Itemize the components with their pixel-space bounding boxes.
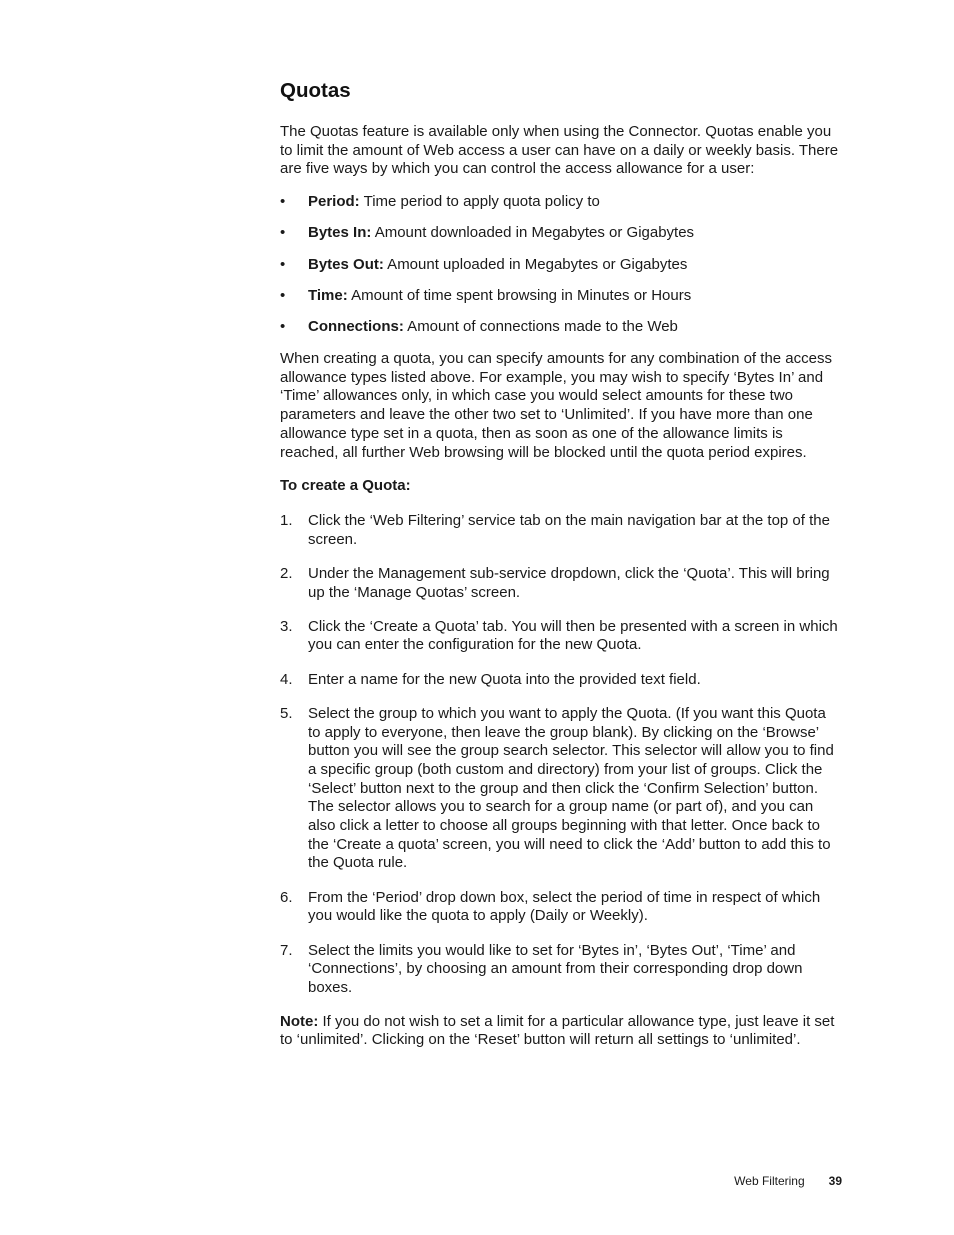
bullet-icon: • — [280, 193, 286, 211]
step-number: 1. — [280, 511, 293, 529]
step-item — [280, 942, 842, 998]
procedure-heading: To create a Quota: — [280, 477, 411, 495]
step-item — [280, 618, 842, 655]
list-item-term: Bytes Out: — [308, 255, 384, 273]
list-item-text: Amount downloaded in Megabytes or Gigabytes — [371, 224, 695, 242]
page-number: 39 — [828, 1174, 842, 1188]
bullet-icon: • — [280, 224, 286, 242]
section-heading: Quotas — [280, 79, 351, 102]
bullet-icon: • — [280, 287, 286, 304]
combination-paragraph: When creating a quota, you can specify amounts for any combination of the access allowance types listed above. For example, you may wish to specify ‘Bytes In’ and ‘Time’ allowances only, in which case you would select amounts for these two parameters and leave the other two set to ‘Unlimited’. If you have more than one allowance type set in a quota, then as soon as one of the allowance limits is reached, all further Web browsing will be blocked until the quota period expires. — [280, 350, 832, 461]
step-text: Click the ‘Create a Quota’ tab. You will then be presented with a screen in which you can enter the configuration for the new Quota. — [308, 617, 838, 654]
bullet-icon: • — [280, 255, 286, 273]
step-number: 5. — [280, 704, 293, 722]
procedure-steps — [280, 512, 842, 998]
note-text: If you do not wish to set a limit for a particular allowance type, just leave it set to ‘unlimited’. Clicking on the ‘Reset’ button will return all settings to ‘unlimited’. — [280, 1012, 835, 1049]
list-item-term: Connections: — [308, 318, 404, 336]
step-text: Select the limits you would like to set for ‘Bytes in’, ‘Bytes Out’, ‘Time’ and ‘Connections’, by choosing an amount from their corresponding drop down boxes. — [308, 941, 803, 996]
list-item-text: Time period to apply quota policy to — [359, 193, 600, 211]
page-footer — [600, 1174, 842, 1189]
step-item — [280, 565, 842, 602]
list-item — [280, 224, 842, 243]
step-item — [280, 671, 842, 690]
list-item — [280, 256, 842, 275]
step-number: 4. — [280, 670, 293, 688]
step-number: 6. — [280, 888, 293, 906]
allowance-types-list — [280, 193, 842, 337]
bullet-icon: • — [280, 318, 286, 336]
list-item-text: Amount of connections made to the Web — [403, 318, 678, 336]
step-text: From the ‘Period’ drop down box, select the period of time in respect of which you would like the quota to apply (Daily or Weekly). — [308, 888, 821, 925]
step-item — [280, 889, 842, 926]
footer-section-title: Web Filtering — [734, 1174, 805, 1188]
list-item-term: Period: — [308, 193, 360, 211]
step-text: Enter a name for the new Quota into the provided text field. — [308, 670, 701, 688]
note-paragraph — [280, 1013, 842, 1050]
step-number: 2. — [280, 564, 293, 582]
step-item — [280, 512, 842, 549]
step-text: Under the Management sub-service dropdown, click the ‘Quota’. This will bring up the ‘Manage Quotas’ screen. — [308, 564, 830, 601]
list-item-term: Time: — [308, 287, 348, 304]
note-label: Note: — [280, 1012, 319, 1030]
list-item-text: Amount of time spent browsing in Minutes or Hours — [347, 287, 692, 304]
list-item-term: Bytes In: — [308, 224, 372, 242]
step-text: Select the group to which you want to apply the Quota. (If you want this Quota to apply to everyone, then leave the group blank). By clicking on the ‘Browse’ button you will see the group search selector. This selector will allow you to find a specific group (both custom and directory) from your list of groups. Click the ‘Select’ button next to the group and then click the ‘Confirm Selection’ button. The selector allows you to search for a group name (or part of), and you can also click a letter to choose all groups beginning with that letter. Once back to the ‘Create a quota’ screen, you will need to click the ‘Add’ button to add this to the Quota rule. — [308, 704, 834, 872]
step-number: 3. — [280, 617, 293, 635]
intro-paragraph: The Quotas feature is available only when using the Connector. Quotas enable you to limit the amount of Web access a user can have on a daily or weekly basis. There are five ways by which you can control the access allowance for a user: — [280, 123, 839, 178]
step-item — [280, 705, 842, 873]
list-item — [280, 287, 842, 306]
list-item — [280, 193, 842, 212]
step-number: 7. — [280, 941, 293, 959]
list-item — [280, 318, 842, 337]
list-item-text: Amount uploaded in Megabytes or Gigabytes — [383, 255, 688, 273]
step-text: Click the ‘Web Filtering’ service tab on the main navigation bar at the top of the screen. — [308, 511, 830, 548]
main-content — [280, 78, 842, 1050]
